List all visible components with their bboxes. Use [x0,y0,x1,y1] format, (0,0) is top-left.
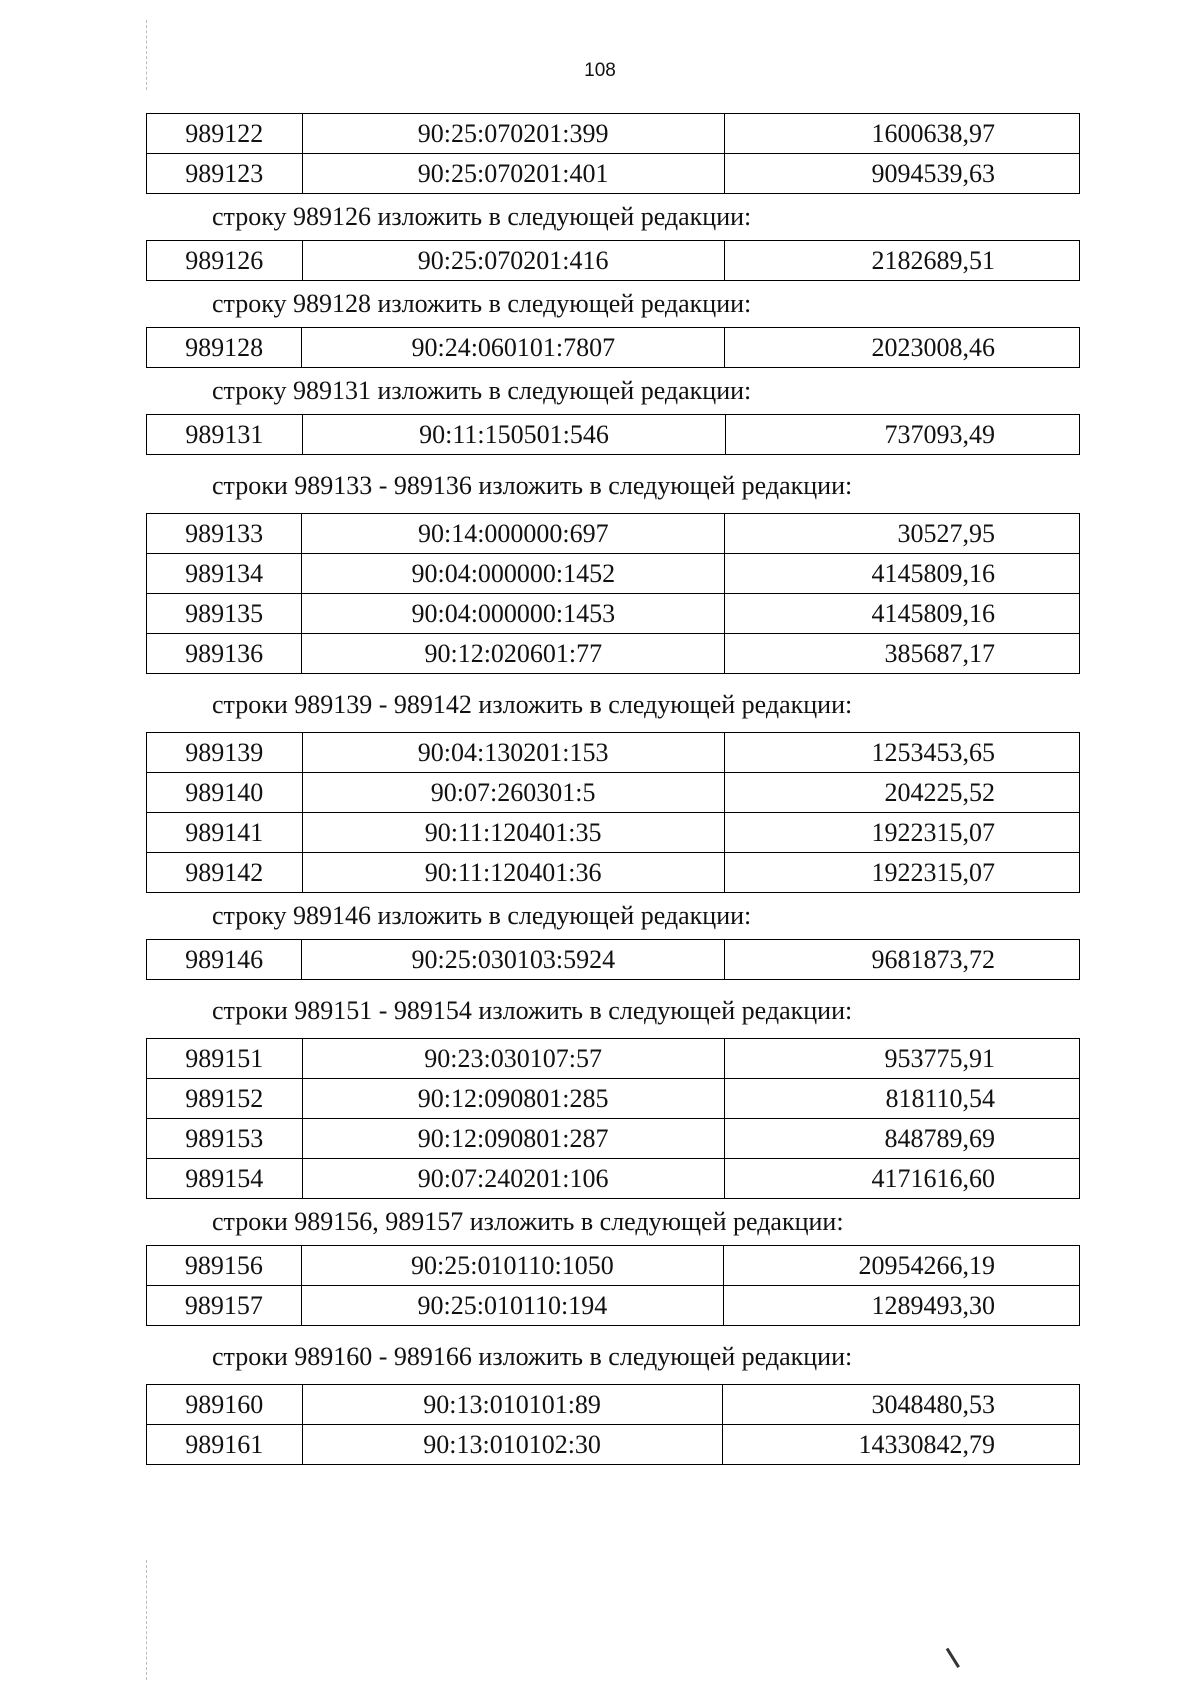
table-row [147,1425,1080,1465]
value-cell: 1253453,65 [724,733,1079,773]
cadastral-number-cell: 90:25:030103:5924 [302,940,725,980]
data-table [146,939,1080,980]
value-cell: 737093,49 [726,415,1080,455]
row-number-cell: 989146 [147,940,302,980]
scan-margin-mark [146,20,147,90]
table-row [147,813,1080,853]
value-cell: 20954266,19 [723,1246,1079,1286]
amendment-instruction: строки 989151 - 989154 изложить в следующей редакции: [212,996,853,1025]
row-number-cell: 989153 [147,1119,303,1159]
row-number-cell: 989140 [147,773,303,813]
table-row [147,634,1080,674]
table-row [147,1385,1080,1425]
amendment-instruction: строку 989128 изложить в следующей редакции: [212,289,752,318]
row-number-cell: 989141 [147,813,303,853]
data-table [146,1245,1080,1326]
row-number-cell: 989134 [147,554,302,594]
row-number-cell: 989131 [147,415,303,455]
table-row [147,1119,1080,1159]
cadastral-number-cell: 90:12:090801:287 [302,1119,724,1159]
table-row [147,1039,1080,1079]
row-number-cell: 989133 [147,514,302,554]
value-cell: 1600638,97 [724,114,1079,154]
data-table [146,732,1080,893]
data-table [146,414,1080,455]
cadastral-number-cell: 90:13:010101:89 [302,1385,722,1425]
value-cell: 204225,52 [724,773,1079,813]
cadastral-number-cell: 90:04:130201:153 [302,733,724,773]
row-number-cell: 989154 [147,1159,303,1199]
value-cell: 4171616,60 [724,1159,1079,1199]
row-number-cell: 989151 [147,1039,303,1079]
row-number-cell: 989152 [147,1079,303,1119]
cadastral-number-cell: 90:25:070201:399 [302,114,724,154]
amendment-instruction: строки 989133 - 989136 изложить в следующей редакции: [212,471,853,500]
table-row [147,853,1080,893]
table-row [147,1246,1080,1286]
row-number-cell: 989128 [147,328,302,368]
row-number-cell: 989157 [147,1286,302,1326]
cadastral-number-cell: 90:04:000000:1453 [302,594,725,634]
cadastral-number-cell: 90:25:070201:416 [302,241,724,281]
amendment-instruction: строки 989139 - 989142 изложить в следующей редакции: [212,690,853,719]
table-row [147,733,1080,773]
document-body [146,113,1080,1465]
cadastral-number-cell: 90:12:020601:77 [302,634,725,674]
row-number-cell: 989160 [147,1385,303,1425]
table-row [147,773,1080,813]
cadastral-number-cell: 90:13:010102:30 [302,1425,722,1465]
data-table [146,1038,1080,1199]
cadastral-number-cell: 90:23:030107:57 [302,1039,724,1079]
table-row [147,154,1080,194]
cadastral-number-cell: 90:12:090801:285 [302,1079,724,1119]
data-table [146,240,1080,281]
value-cell: 4145809,16 [725,554,1080,594]
amendment-instruction: строки 989160 - 989166 изложить в следующей редакции: [212,1342,853,1371]
cadastral-number-cell: 90:11:120401:36 [302,853,724,893]
table-row [147,1286,1080,1326]
cadastral-number-cell: 90:25:010110:194 [301,1286,723,1326]
row-number-cell: 989123 [147,154,303,194]
value-cell: 1922315,07 [724,813,1079,853]
cadastral-number-cell: 90:07:260301:5 [302,773,724,813]
value-cell: 2182689,51 [724,241,1079,281]
value-cell: 14330842,79 [722,1425,1079,1465]
row-number-cell: 989139 [147,733,303,773]
cadastral-number-cell: 90:24:060101:7807 [302,328,725,368]
value-cell: 30527,95 [725,514,1080,554]
table-row [147,328,1080,368]
value-cell: 9681873,72 [725,940,1080,980]
value-cell: 848789,69 [724,1119,1079,1159]
table-row [147,114,1080,154]
scan-margin-mark [146,1560,147,1680]
row-number-cell: 989135 [147,594,302,634]
table-row [147,940,1080,980]
amendment-instruction: строку 989131 изложить в следующей редакции: [212,376,752,405]
table-row [147,554,1080,594]
row-number-cell: 989156 [147,1246,302,1286]
table-row [147,415,1080,455]
value-cell: 818110,54 [724,1079,1079,1119]
pen-mark [946,1648,960,1668]
cadastral-number-cell: 90:25:070201:401 [302,154,724,194]
value-cell: 3048480,53 [722,1385,1079,1425]
page-number: 108 [584,60,616,81]
row-number-cell: 989126 [147,241,303,281]
value-cell: 4145809,16 [725,594,1080,634]
cadastral-number-cell: 90:04:000000:1452 [302,554,725,594]
cadastral-number-cell: 90:11:120401:35 [302,813,724,853]
row-number-cell: 989142 [147,853,303,893]
table-row [147,514,1080,554]
data-table [146,1384,1080,1465]
cadastral-number-cell: 90:11:150501:546 [302,415,725,455]
table-row [147,1079,1080,1119]
data-table [146,513,1080,674]
cadastral-number-cell: 90:07:240201:106 [302,1159,724,1199]
amendment-instruction: строки 989156, 989157 изложить в следующей редакции: [212,1207,844,1236]
cadastral-number-cell: 90:25:010110:1050 [301,1246,723,1286]
value-cell: 385687,17 [725,634,1080,674]
value-cell: 9094539,63 [724,154,1079,194]
cadastral-number-cell: 90:14:000000:697 [302,514,725,554]
value-cell: 2023008,46 [725,328,1080,368]
table-row [147,1159,1080,1199]
table-row [147,241,1080,281]
row-number-cell: 989136 [147,634,302,674]
data-table [146,113,1080,194]
row-number-cell: 989122 [147,114,303,154]
row-number-cell: 989161 [147,1425,303,1465]
amendment-instruction: строку 989146 изложить в следующей редакции: [212,901,752,930]
data-table [146,327,1080,368]
value-cell: 953775,91 [724,1039,1079,1079]
value-cell: 1289493,30 [723,1286,1079,1326]
table-row [147,594,1080,634]
amendment-instruction: строку 989126 изложить в следующей редакции: [212,202,752,231]
value-cell: 1922315,07 [724,853,1079,893]
